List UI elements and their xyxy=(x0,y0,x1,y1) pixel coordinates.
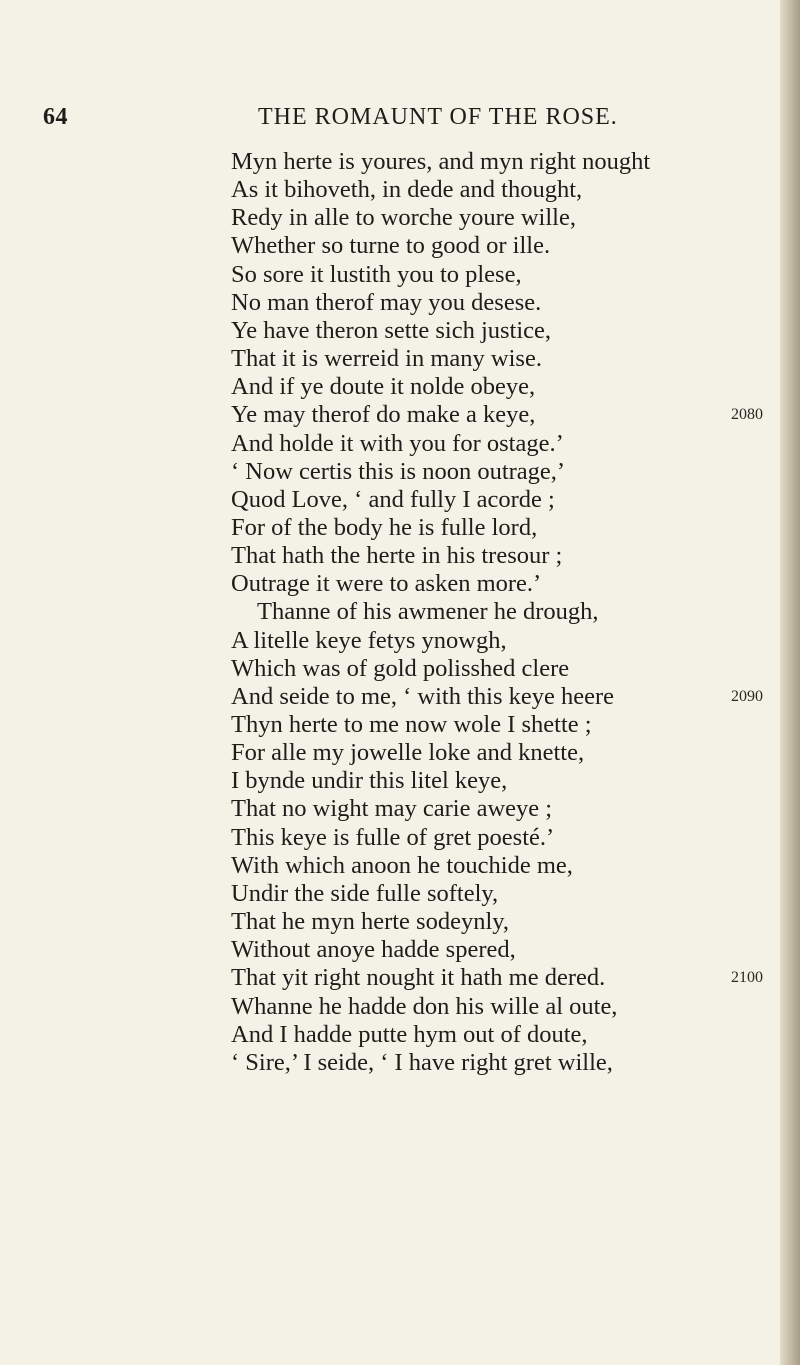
verse-line: This keye is fulle of gret poesté.’ xyxy=(231,824,555,851)
verse-line: ‘ Sire,’ I seide, ‘ I have right gret wille, xyxy=(231,1049,613,1076)
verse-line: With which anoon he touchide me, xyxy=(231,852,573,879)
verse-line: Thyn herte to me now wole I shette ; xyxy=(231,711,592,738)
page-header xyxy=(0,104,760,138)
verse-line: ‘ Now certis this is noon outrage,’ xyxy=(231,458,566,485)
verse-line: Which was of gold polisshed clere xyxy=(231,655,570,682)
verse-line: I bynde undir this litel keye, xyxy=(231,767,508,794)
verse-line: Myn herte is youres, and myn right nought xyxy=(231,148,651,175)
verse-line: So sore it lustith you to plese, xyxy=(231,261,522,288)
verse-line: That no wight may carie aweye ; xyxy=(231,795,553,822)
verse-line: That he myn herte sodeynly, xyxy=(231,908,510,935)
verse-line: Outrage it were to asken more.’ xyxy=(231,570,542,597)
verse-line: For alle my jowelle loke and knette, xyxy=(231,739,585,766)
verse-line: As it bihoveth, in dede and thought, xyxy=(231,176,583,203)
verse-line: Without anoye hadde spered, xyxy=(231,936,516,963)
verse-line: No man therof may you desese. xyxy=(231,289,542,316)
verse-line: Undir the side fulle softely, xyxy=(231,880,499,907)
page-number: 64 xyxy=(43,104,68,130)
verse-line: Quod Love, ‘ and fully I acorde ; xyxy=(231,486,555,513)
verse-line: That it is werreid in many wise. xyxy=(231,345,542,372)
verse-line: For of the body he is fulle lord, xyxy=(231,514,538,541)
verse-line: Whether so turne to good or ille. xyxy=(231,232,551,259)
verse-line: Whanne he hadde don his wille al oute, xyxy=(231,993,618,1020)
page-edge xyxy=(780,0,800,1365)
line-number: 2090 xyxy=(731,688,763,705)
running-head: THE ROMAUNT OF THE ROSE. xyxy=(258,104,618,130)
verse-line: That yit right nought it hath me dered. xyxy=(231,964,606,991)
verse-line: Thanne of his awmener he drough, xyxy=(257,598,599,625)
verse-line: Ye may therof do make a keye, xyxy=(231,401,536,428)
line-number: 2100 xyxy=(731,969,763,986)
verse-line: And holde it with you for ostage.’ xyxy=(231,430,564,457)
verse-line: Ye have theron sette sich justice, xyxy=(231,317,552,344)
verse-line: And I hadde putte hym out of doute, xyxy=(231,1021,588,1048)
verse-line: That hath the herte in his tresour ; xyxy=(231,542,563,569)
line-number: 2080 xyxy=(731,406,763,423)
verse-line: And if ye doute it nolde obeye, xyxy=(231,373,536,400)
verse-line: A litelle keye fetys ynowgh, xyxy=(231,627,507,654)
verse-line: And seide to me, ‘ with this keye heere xyxy=(231,683,615,710)
verse-line: Redy in alle to worche youre wille, xyxy=(231,204,576,231)
